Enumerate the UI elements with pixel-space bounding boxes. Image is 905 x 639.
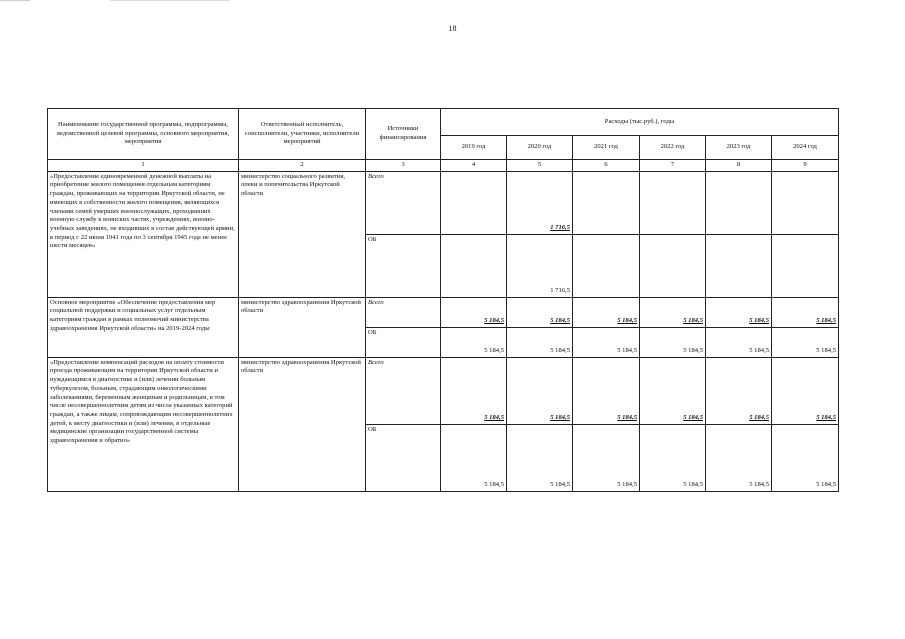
- activity-name: «Предоставление единовременной денежной выплаты на приобретение жилого помещения отдельным категориям граждан, проживающих на территории Иркутской области, не имеющих в собственности жилого помещения, являющихся членами семей умерших военнослужащих, проходивших военную службу в воинских частях, учреждениях, военно-учебных заведениях, не входивших в состав действующей армии, в период с 22 июня 1941 года по 3 сентября 1945 года не менее шести месяцев»: [48, 171, 239, 297]
- expense-value: [706, 171, 772, 234]
- expense-value: 1 716,5: [507, 171, 573, 234]
- expense-value: 5 184,5: [441, 297, 507, 327]
- budget-table: [47, 108, 839, 492]
- expense-value: [441, 171, 507, 234]
- expense-value: [441, 234, 507, 297]
- column-numbers-row: [48, 160, 839, 172]
- header-row: [48, 109, 839, 136]
- expense-value: 5 184,5: [772, 327, 839, 357]
- expense-value: [772, 234, 839, 297]
- header-year: 2022 год: [640, 136, 706, 160]
- expense-value: [772, 171, 839, 234]
- expense-value: 5 184,5: [772, 297, 839, 327]
- column-number: 8: [706, 160, 772, 172]
- expense-value: 5 184,5: [573, 297, 640, 327]
- expense-value: 5 184,5: [507, 327, 573, 357]
- column-number: 2: [239, 160, 366, 172]
- expense-value: 5 184,5: [640, 297, 706, 327]
- column-number: 9: [772, 160, 839, 172]
- header-year: 2021 год: [573, 136, 640, 160]
- funding-source: ОБ: [366, 234, 441, 297]
- expense-value: 1 716,5: [507, 234, 573, 297]
- expense-value: [640, 234, 706, 297]
- header-expenses: Расходы (тыс.руб.), годы: [441, 109, 839, 136]
- expense-value: [573, 171, 640, 234]
- expense-value: 5 184,5: [507, 424, 573, 491]
- expense-value: 5 184,5: [441, 327, 507, 357]
- expense-value: [573, 234, 640, 297]
- header-year: 2020 год: [507, 136, 573, 160]
- expense-value: 5 184,5: [507, 357, 573, 424]
- funding-source: Всего: [366, 297, 441, 327]
- activity-name: «Предоставление компенсаций расходов на оплату стоимости проезда проживающим на территории Иркутской области и нуждающимся в диагностике и (или) лечении больным туберкулезом, больным, страдающим онкологическими заболеваниями, беременным женщинам и родильницам, в том числе несовершеннолетним детям из числа указанных категорий граждан, а также лицам, сопровождающим несовершеннолетних детей, к месту диагностики и (или) лечения, в отдельные медицинские организации государственной системы здравоохранения и обратно»: [48, 357, 239, 491]
- expense-value: 5 184,5: [640, 327, 706, 357]
- expense-value: 5 184,5: [706, 357, 772, 424]
- table-row: [48, 357, 839, 424]
- table-row: [48, 297, 839, 327]
- expense-value: 5 184,5: [706, 327, 772, 357]
- column-number: 1: [48, 160, 239, 172]
- expense-value: 5 184,5: [772, 357, 839, 424]
- funding-source: Всего: [366, 357, 441, 424]
- responsible-executor: министерство социального развития, опеки и попечительства Иркутской области: [239, 171, 366, 297]
- expense-value: 5 184,5: [772, 424, 839, 491]
- expense-value: 5 184,5: [706, 424, 772, 491]
- expense-value: 5 184,5: [706, 297, 772, 327]
- responsible-executor: министерство здравоохранения Иркутской области: [239, 297, 366, 357]
- header-year: 2023 год: [706, 136, 772, 160]
- header-name: Наименование государственной программы, подпрограммы, ведомственной целевой программы, основного мероприятия, мероприятия: [48, 109, 239, 160]
- column-number: 5: [507, 160, 573, 172]
- expense-value: [640, 171, 706, 234]
- funding-source: ОБ: [366, 424, 441, 491]
- expense-value: 5 184,5: [507, 297, 573, 327]
- expense-value: 5 184,5: [573, 424, 640, 491]
- expense-value: 5 184,5: [441, 357, 507, 424]
- funding-source: ОБ: [366, 327, 441, 357]
- column-number: 7: [640, 160, 706, 172]
- expense-value: 5 184,5: [573, 327, 640, 357]
- activity-name: Основное мероприятие «Обеспечение предоставления мер социальной поддержки и социальных услуг отдельным категориям граждан в рамках полномочий министерства здравоохранения Иркутской области» на 2019-2024 годы: [48, 297, 239, 357]
- header-year: 2024 год: [772, 136, 839, 160]
- page-number: 18: [448, 24, 457, 33]
- column-number: 4: [441, 160, 507, 172]
- responsible-executor: министерство здравоохранения Иркутской области: [239, 357, 366, 491]
- column-number: 6: [573, 160, 640, 172]
- table-row: [48, 171, 839, 234]
- expense-value: [706, 234, 772, 297]
- funding-source: Всего: [366, 171, 441, 234]
- header-responsible: Ответственный исполнитель, соисполнители, участники, исполнители мероприятий: [239, 109, 366, 160]
- expense-value: 5 184,5: [573, 357, 640, 424]
- expense-value: 5 184,5: [640, 424, 706, 491]
- header-year: 2019 год: [441, 136, 507, 160]
- column-number: 3: [366, 160, 441, 172]
- expense-value: 5 184,5: [441, 424, 507, 491]
- header-sources: Источники финансирования: [366, 109, 441, 160]
- expense-value: 5 184,5: [640, 357, 706, 424]
